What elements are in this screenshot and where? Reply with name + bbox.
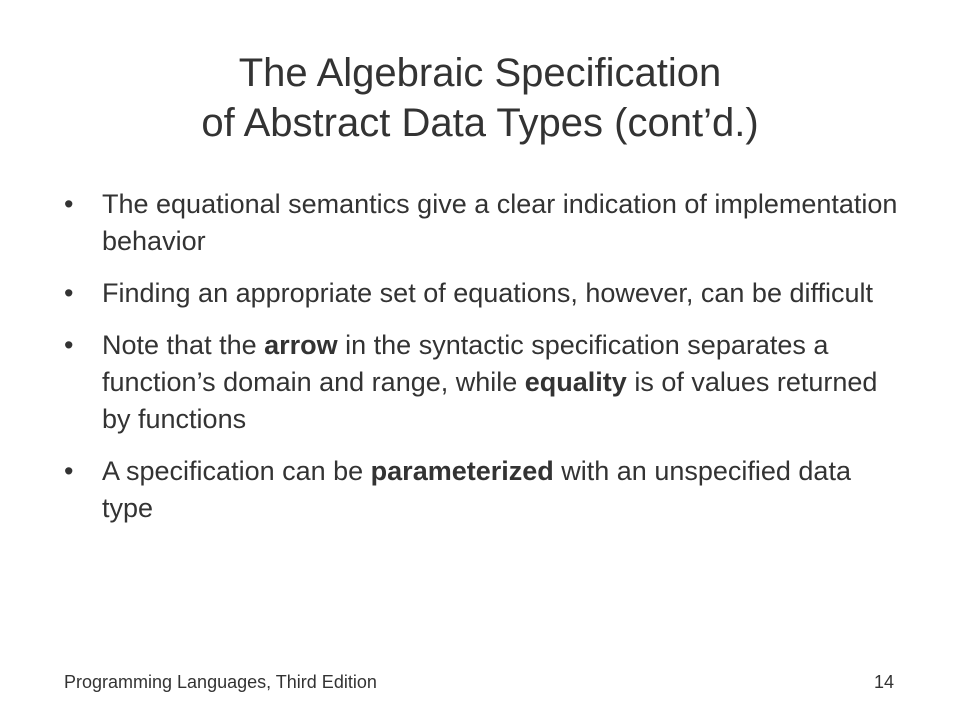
slide-title-line-1: The Algebraic Specification — [238, 51, 722, 95]
bullet-item-finding-equations — [64, 275, 904, 312]
slide-title-line-2: of Abstract Data Types (cont’d.) — [201, 101, 759, 145]
bullet-text: Finding an appropriate set of equations, however, can be difficult — [102, 278, 874, 308]
bullet-marker: • — [64, 278, 74, 308]
bullet-text-part: is of values returned by functions — [102, 367, 878, 434]
bullet-item-equational-semantics — [64, 186, 904, 260]
bullet-text-part: Note that the — [102, 330, 265, 360]
bullet-text-part: A specification can be — [102, 456, 371, 486]
bullet-item-arrow-equality — [64, 327, 904, 438]
page-number: 14 — [873, 672, 894, 692]
bullet-text: The equational semantics give a clear indication of implementation behavior — [102, 189, 898, 256]
bullet-text-part: in the syntactic specification separates a function’s domain and range, while — [102, 330, 829, 397]
bullet-item-parameterized — [64, 453, 904, 527]
bold-term-parameterized: parameterized — [370, 456, 554, 486]
bullet-marker: • — [64, 189, 74, 219]
footer-book-title: Programming Languages, Third Edition — [64, 672, 377, 692]
slide-title — [80, 48, 880, 148]
bullet-text-part: with an unspecified data type — [102, 456, 851, 523]
bullet-marker: • — [64, 330, 74, 360]
bullet-list — [64, 186, 904, 542]
bold-term-arrow: arrow — [264, 330, 338, 360]
bullet-marker: • — [64, 456, 74, 486]
bold-term-equality: equality — [524, 367, 627, 397]
